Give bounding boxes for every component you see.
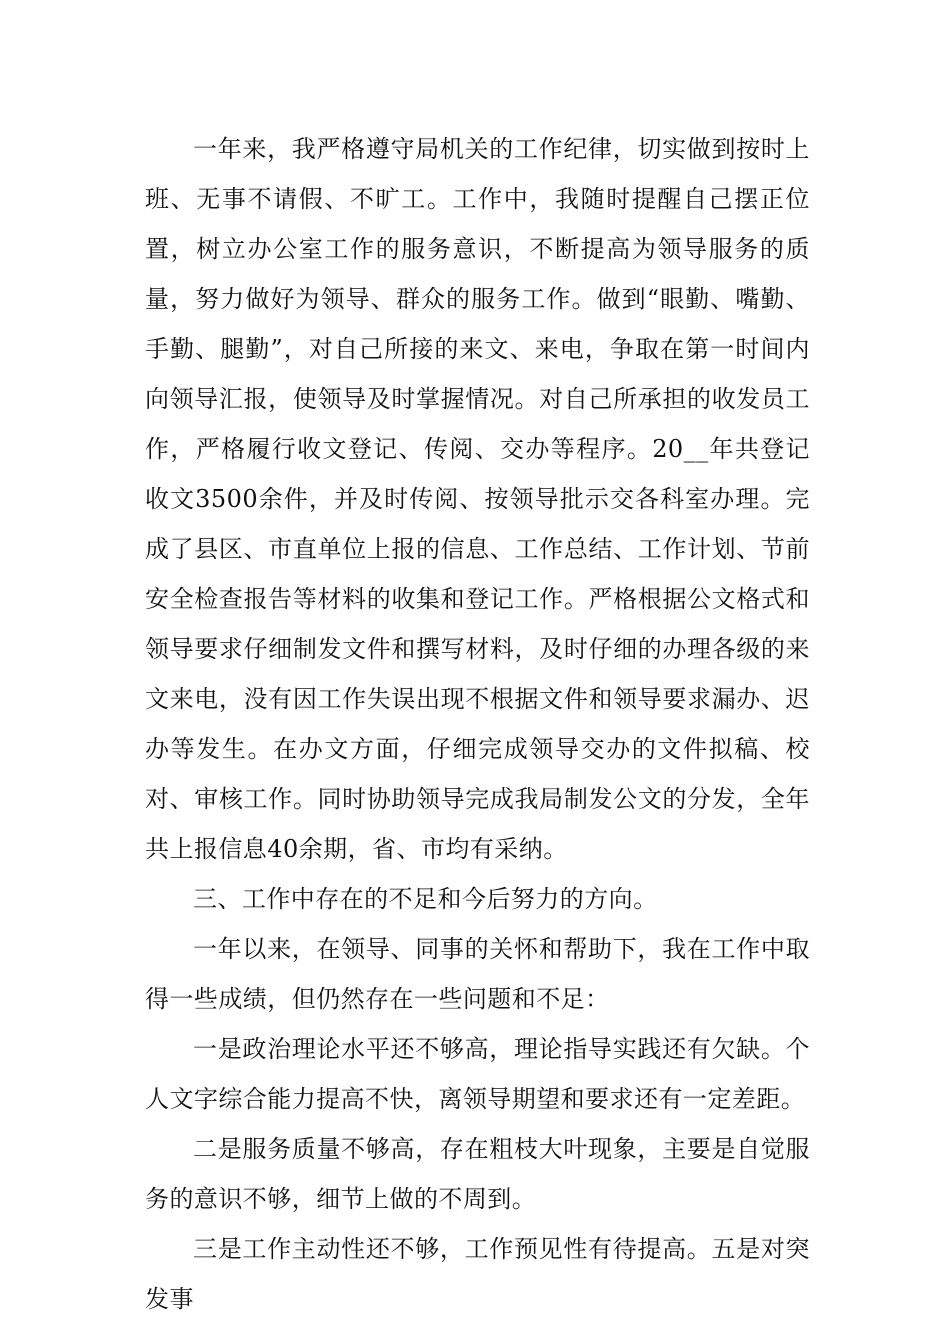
paragraph-shortcoming-two: 二是服务质量不够高，存在粗枝大叶现象，主要是自觉服务的意识不够，细节上做的不周到。 [145,1135,810,1213]
paragraph-year-summary: 一年以来，在领导、同事的关怀和帮助下，我在工作中取得一些成绩，但仍然存在一些问题和不足： [145,935,810,1013]
paragraph-shortcoming-one: 一是政治理论水平还不够高，理论指导实践还有欠缺。个人文字综合能力提高不快，离领导期望和要求还有一定差距。 [145,1035,810,1113]
section-heading-shortcomings: 三、工作中存在的不足和今后努力的方向。 [193,885,658,913]
document-body [145,124,810,1324]
paragraph-work-discipline: 一年来，我严格遵守局机关的工作纪律，切实做到按时上班、无事不请假、不旷工。工作中，我随时提醒自己摆正位置，树立办公室工作的服务意识，不断提高为领导服务的质量，努力做好为领导、群众的服务工作。做到“眼勤、嘴勤、手勤、腿勤”，对自己所接的来文、来电，争取在第一时间内向领导汇报，使领导及时掌握情况。对自己所承担的收发员工作，严格履行收文登记、传阅、交办等程序。20__年共登记收文3500余件，并及时传阅、按领导批示交各科室办理。完成了县区、市直单位上报的信息、工作总结、工作计划、节前安全检查报告等材料的收集和登记工作。严格根据公文格式和领导要求仔细制发文件和撰写材料，及时仔细的办理各级的来文来电，没有因工作失误出现不根据文件和领导要求漏办、迟办等发生。在办文方面，仔细完成领导交办的文件拟稿、校对、审核工作。同时协助领导完成我局制发公文的分发，全年共上报信息40余期，省、市均有采纳。 [145,135,810,863]
paragraph-shortcoming-three: 三是工作主动性还不够，工作预见性有待提高。五是对突发事 [145,1235,810,1313]
